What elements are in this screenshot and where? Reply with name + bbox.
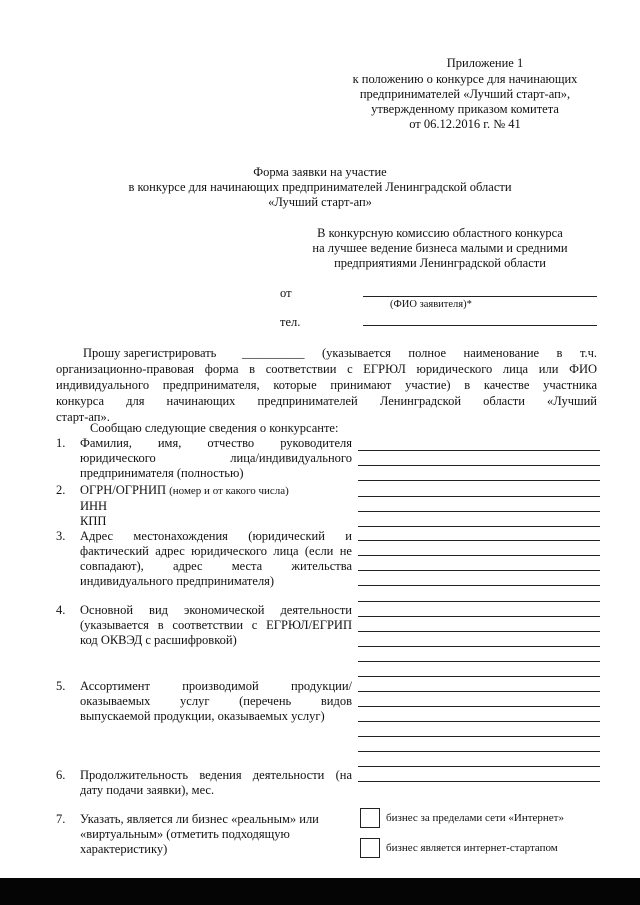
item-1-number: 1. (56, 436, 66, 450)
addressee-line-3: предприятиями Ленинградской области (334, 256, 546, 270)
item-3-line-4: индивидуального предпринимателя) (80, 574, 275, 588)
request-line-5: старт-ап». (56, 410, 110, 424)
item-3-line-1: Адрес местонахождения (юридический и (80, 529, 352, 543)
item-3-input-line-4[interactable] (358, 585, 600, 586)
item-5-input-line-3[interactable] (358, 706, 600, 707)
appendix-line-1: к положению о конкурсе для начинающих (352, 72, 578, 86)
item-3-input-line-2[interactable] (358, 555, 600, 556)
item-5-input-line-1[interactable] (358, 676, 600, 677)
item-2-line-1: ОГРН/ОГРНИП (номер и от какого числа) (80, 483, 289, 497)
item-3-line-2: фактический адрес юридического лица (если не (80, 544, 352, 558)
item-4-input-line-1[interactable] (358, 601, 600, 602)
from-input-line[interactable] (363, 296, 597, 297)
item-4-line-3: код ОКВЭД с расшифровкой) (80, 633, 237, 647)
scan-bottom-border (0, 878, 640, 905)
virtual-business-checkbox[interactable] (360, 838, 380, 858)
addressee-line-2: на лучшее ведение бизнеса малыми и средними (312, 241, 568, 255)
item-6-line-1: Продолжительность ведения деятельности (на (80, 768, 352, 782)
item-7-line-3: характеристику) (80, 842, 168, 856)
request-line-1a: Прошу зарегистрировать (83, 346, 217, 360)
info-intro: Сообщаю следующие сведения о конкурсанте: (90, 421, 339, 435)
virtual-business-label: бизнес является интернет-стартапом (386, 842, 558, 854)
item-2-line-2: ИНН (80, 499, 108, 513)
item-1-input-line-1[interactable] (358, 450, 600, 451)
item-4-line-2: (указывается в соответствии с ЕГРЮЛ/ЕГРИП (80, 618, 352, 632)
item-5-line-1: Ассортимент производимой продукции/ (80, 679, 352, 693)
item-6-input-line-1[interactable] (358, 766, 600, 767)
appendix-line-4: от 06.12.2016 г. № 41 (409, 117, 521, 131)
request-line-4: конкурса для начинающих предпринимателей Ленинградской области «Лучший (56, 394, 597, 408)
item-6-input-line-2[interactable] (358, 781, 600, 782)
item-5-input-line-4[interactable] (358, 721, 600, 722)
item-4-number: 4. (56, 603, 66, 617)
item-5-input-line-6[interactable] (358, 751, 600, 752)
item-2-line-3: КПП (80, 514, 107, 528)
fio-caption: (ФИО заявителя)* (390, 299, 472, 310)
addressee-line-1: В конкурсную комиссию областного конкурса (317, 226, 563, 240)
item-6-number: 6. (56, 768, 66, 782)
item-3-number: 3. (56, 529, 66, 543)
item-4-input-line-5[interactable] (358, 661, 600, 662)
form-title-line-1: Форма заявки на участие (253, 165, 387, 179)
item-1-line-3: предпринимателя (полностью) (80, 466, 244, 480)
item-2-number: 2. (56, 483, 66, 497)
item-5-input-line-2[interactable] (358, 691, 600, 692)
from-label: от (280, 286, 292, 300)
item-7-line-2: «виртуальным» (отметить подходящую (80, 827, 290, 841)
form-title-line-2: в конкурсе для начинающих предпринимателей Ленинградской области (128, 180, 512, 194)
request-line-1b: __________ (указывается полное наименование в т.ч. (242, 346, 597, 360)
item-1-input-line-3[interactable] (358, 480, 600, 481)
item-1-line-2: юридического лица/индивидуального (80, 451, 352, 465)
request-line-3: индивидуального предпринимателя, которые принимают участие) в качестве участника (56, 378, 597, 392)
item-6-line-2: дату подачи заявки), мес. (80, 783, 215, 797)
item-4-input-line-4[interactable] (358, 646, 600, 647)
item-2-input-line-2[interactable] (358, 511, 600, 512)
item-7-line-1: Указать, является ли бизнес «реальным» или (80, 812, 319, 826)
item-2-input-line-3[interactable] (358, 526, 600, 527)
item-1-input-line-2[interactable] (358, 465, 600, 466)
item-3-input-line-3[interactable] (358, 570, 600, 571)
form-title-line-3: «Лучший старт-ап» (268, 195, 372, 209)
item-4-input-line-3[interactable] (358, 631, 600, 632)
phone-input-line[interactable] (363, 325, 597, 326)
item-4-input-line-2[interactable] (358, 616, 600, 617)
request-line-2: организационно-правовая форма в соответствии с ЕГРЮЛ юридического лица или ФИО (56, 362, 597, 376)
item-2-input-line-1[interactable] (358, 496, 600, 497)
real-business-checkbox[interactable] (360, 808, 380, 828)
real-business-label: бизнес за пределами сети «Интернет» (386, 812, 564, 824)
appendix-line-2: предпринимателей «Лучший старт-ап», (359, 87, 571, 101)
item-5-number: 5. (56, 679, 66, 693)
item-3-line-3: совпадают), адрес места жительства (80, 559, 352, 573)
appendix-line-3: утвержденному приказом комитета (371, 102, 559, 116)
item-4-line-1: Основной вид экономической деятельности (80, 603, 352, 617)
appendix-title: Приложение 1 (446, 56, 524, 70)
item-5-line-3: выпускаемой продукции, оказываемых услуг) (80, 709, 325, 723)
item-5-input-line-5[interactable] (358, 736, 600, 737)
phone-label: тел. (280, 315, 301, 329)
item-1-line-1: Фамилия, имя, отчество руководителя (80, 436, 352, 450)
item-5-line-2: оказываемых услуг (перечень видов (80, 694, 352, 708)
item-3-input-line-1[interactable] (358, 540, 600, 541)
item-7-number: 7. (56, 812, 66, 826)
